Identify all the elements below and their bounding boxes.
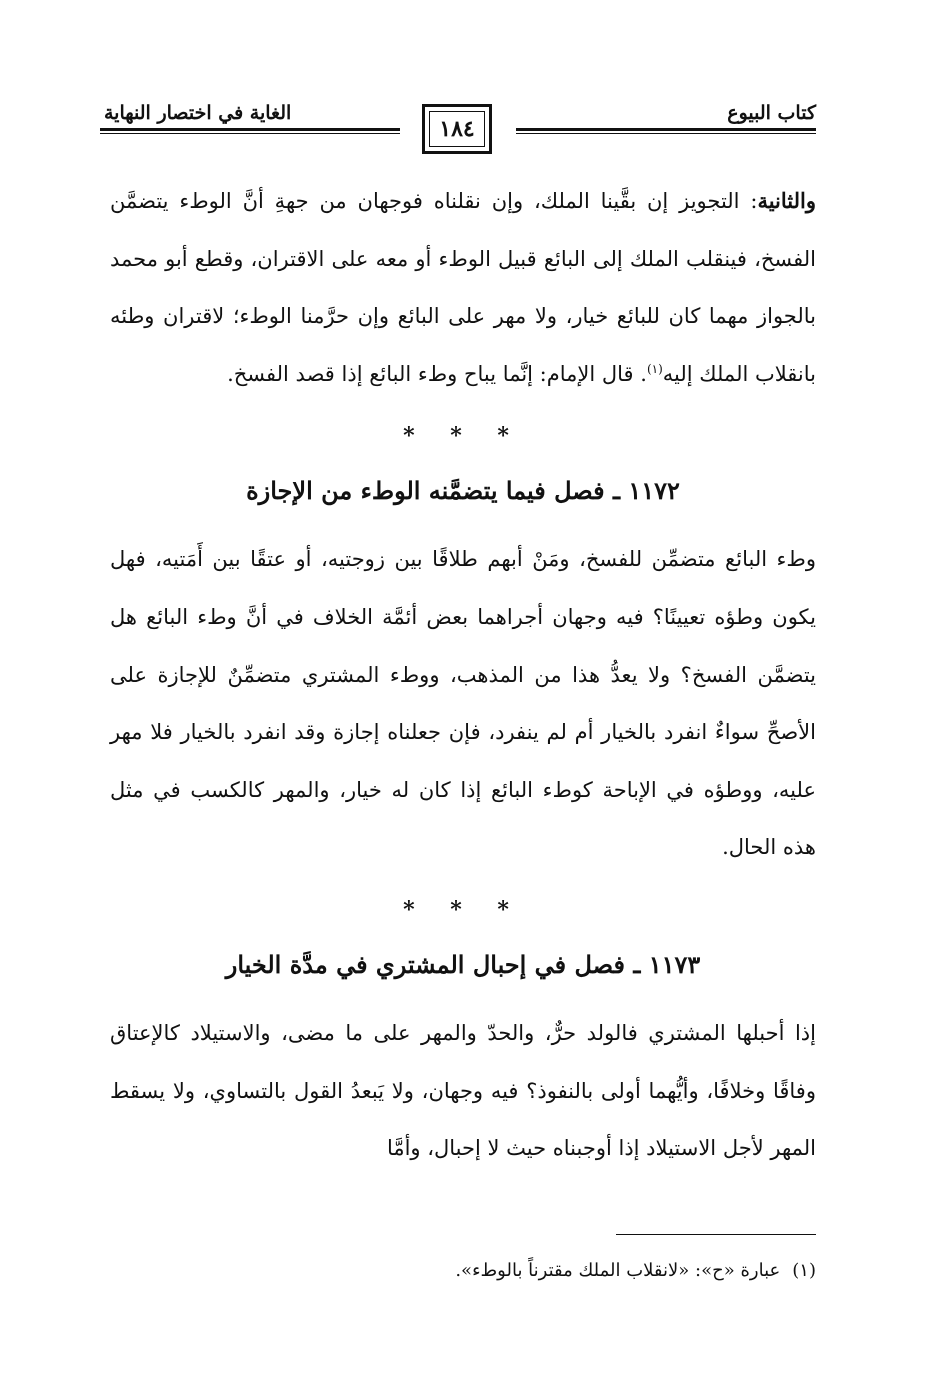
- footnote-number: (١): [792, 1260, 816, 1281]
- footnote-text: عبارة «ح»: «لانقلاب الملك مقترناً بالوطء».: [455, 1260, 781, 1281]
- page-number: ١٨٤: [439, 116, 475, 142]
- paragraph-text-continued: . قال الإمام: إنَّما يباح وطء البائع إذا قصد الفسخ.: [227, 361, 647, 386]
- section-body-1173: إذا أحبلها المشتري فالولد حرٌّ، والحدّ والمهر على ما مضى، والاستيلاد كالإعتاق وفاقًا وخلافًا، وأيُّهما أولى بالنفوذ؟ فيه وجهان، ولا يَبعدُ القول بالتساوي، ولا يسقط المهر لأجل الاستيلاد إذا أوجبناه حيث لا إحبال، وأمَّا: [110, 1020, 816, 1161]
- page-header: [100, 92, 816, 162]
- paragraph-second-view: [110, 172, 816, 403]
- chapter-title: كتاب البيوع: [727, 102, 816, 124]
- footnote-divider: [616, 1234, 816, 1235]
- paragraph-text: : التجويز إن بقَّينا الملك، وإن نقلناه فوجهان من جهةِ أنَّ الوطء يتضمَّن الفسخ، فينقلب الملك إلى البائع قبيل الوطء أو معه على الاقتران، وقطع أبو محمد بالجواز مهما كان للبائع خيار، ولا مهر على البائع وإن حرَّمنا الوطء؛ لاقتران وطئه بانقلاب الملك إليه: [110, 189, 816, 386]
- page-body: [110, 172, 816, 1178]
- header-rule-left: [100, 128, 400, 131]
- page-number-box: [422, 104, 492, 154]
- footnote: [110, 1258, 816, 1284]
- section-heading-1173: ١١٧٣ ـ فصل في إحبال المشتري في مدَّة الخيار: [225, 949, 701, 979]
- section-separator: * * *: [403, 423, 523, 450]
- header-rule-right: [516, 128, 816, 131]
- footnote-reference: (١): [646, 361, 663, 376]
- section-body-1172: وطء البائع متضمِّن للفسخ، ومَنْ أبهم طلاقًا بين زوجتيه، أو عتقًا بين أَمَتيه، فهل يكون وطؤه تعيينًا؟ فيه وجهان أجراهما بعض أئمَّة الخلاف في أنَّ وطء البائع هل يتضمَّن الفسخ؟ ولا يعدُّ هذا من المذهب، ووطء المشتري متضمِّنٌ للإجازة على الأصحِّ سواءٌ انفرد بالخيار أم لم ينفرد، فإن جعلناه إجازة وقد انفرد بالخيار فلا مهر عليه، ووطؤه في الإباحة كوطء البائع إذا كان له خيار، والمهر كالكسب في مثل هذه الحال.: [110, 547, 817, 860]
- paragraph-lead: والثانية: [757, 188, 816, 213]
- section-separator: * * *: [403, 896, 523, 923]
- book-title: الغاية في اختصار النهاية: [104, 102, 292, 124]
- section-heading-1172: ١١٧٢ ـ فصل فيما يتضمَّنه الوطء من الإجازة: [246, 476, 680, 506]
